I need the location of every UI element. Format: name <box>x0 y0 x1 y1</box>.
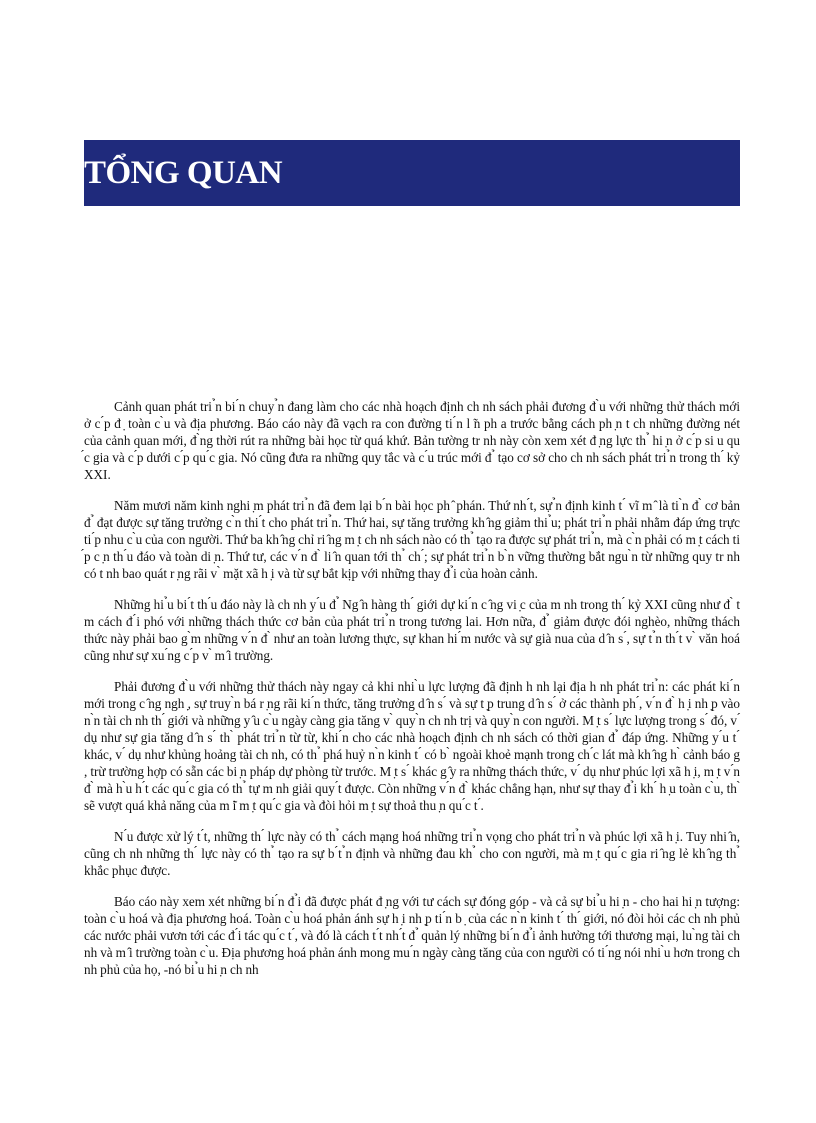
paragraph-2: Năm mươi năm kinh nghi ̣m phát tri ̉n đã đem lại b ́n bài học ph ̂ phán. Thứ nh ́t, sự ̉n định kinh t ́ vĩ m ̂ là ti ̀n đ ̀ cơ bản đ ̉ đạt được sự tăng trưởng c ̀n thi ́t cho phát tri ̉n. Thứ hai, sự tăng trưởng kh ̂ng giảm thi ̉u; phát tri ̉n phải nhằm đáp ứng trực ti ́p nhu c ̀u của con người. Thứ ba kh ̂ng chỉ ri ̂ng m ̣t ch nh sách nào có th ̉ tạo ra được sự phát tri ̉n, mà c ̀n phải có m ̣t cách ti ́p c ̣n th ́u đáo và toàn di ̣n. Thứ tư, các v ́n đ ̀ li ̂n quan tới th ̉ ch ́; sự phát tri ̉n b ̀n vững thường bắt ngu ̀n từ những quy tr nh có t nh bao quát r ̣ng rãi v ̀ mặt xã h ̣i và từ sự bắt kịp với những thay đ ̉i của hoàn cảnh. <box>84 498 740 581</box>
body-text <box>84 398 740 992</box>
paragraph-4: Phải đương đ ̀u với những thử thách này ngay cả khi nhi ̀u lực lượng đã định h nh lại địa h nh phát tri ̉n: các phát ki ́n mới trong c ̂ng ngh ̣, sự truy ̀n bá r ̣ng rãi ki ́n thức, tăng trưởng d ̂n s ́ và sự t ̣p trung d ̂n s ́ ở các thành ph ́, v ́n đ ̀ h ̣i nh ̣p vào n ̀n tài ch nh th ́ giới và những y ̂u c ̀u ngày càng gia tăng v ̀ quy ̀n ch nh trị và quy ̀n con người. M ̣t s ́ lực lượng trong s ́ đó, v ́ dụ như sự gia tăng d ̂n s ́ th ̀ phát tri ̉n từ từ, khi ́n cho các nhà hoạch định ch nh sách có thời gian đ ̉ đáp ứng. Những y ́u t ́ khác, v ́ dụ như khủng hoảng tài ch nh, có th ̉ phá huỷ n ̀n kinh t ́ có b ̀ ngoài khoẻ mạnh trong ch ́c lát mà kh ̂ng h ̀ cảnh báo g , trừ trường hợp có sẵn các bi ̣n pháp dự phòng từ trước. M ̣t s ́ khác g ̂y ra những thách thức, v ́ dụ như phúc lợi xã h ̣i, m ̣t v ́n đ ̀ mà h ̀u h ́t các qu ́c gia có th ̉ tự m nh giải quy ́t được. Còn những v ́n đ ̀ khác chẳng hạn, như sự thay đ ̉i kh ́ h ̣u toàn c ̀u, th ̀ sẽ vượt quá khả năng của m ̃i m ̣t qu ́c gia và đòi hỏi m ̣t sự thoả thu ̣n qu ́c t ́. <box>84 679 740 813</box>
paragraph-3: Những hi ̉u bi ́t th ́u đáo này là ch nh y ́u đ ̉ Ng ̂n hàng th ́ giới dự ki ́n c ̂ng vi ̣c của m nh trong th ́ kỷ XXI cũng như đ ̀ t m cách đ ́i phó với những thách thức cơ bản của phát tri ̉n trong tương lai. Hơn nữa, đ ̉ giảm được đói nghèo, những thách thức này phải bao g ̀m những v ́n đ ̀ như an toàn lương thực, sự khan hi ́m nước và sự già nua của d ̂n s ́, sự t ̉n th ́t v ̀ văn hoá cũng như sự xu ́ng c ́p v ̀ m ̂i trường. <box>84 597 740 663</box>
paragraph-5: N ́u được xử lý t ́t, những th ́ lực này có th ̉ cách mạng hoá những tri ̉n vọng cho phát tri ̉n và phúc lợi xã h ̣i. Tuy nhi ̂n, cũng ch nh những th ́ lực này có th ̉ tạo ra sự b ́t ̉n định và những đau kh ̉ cho con người, mà m ̣t qu ́c gia ri ̂ng lẻ kh ̂ng th ̉ khắc phục được. <box>84 829 740 878</box>
title-banner <box>84 140 740 206</box>
paragraph-6: Báo cáo này xem xét những bi ́n đ ̉i đã được phát đ ̣ng với tư cách sự đóng góp - và cả sự bi ̉u hi ̣n - cho hai hi ̣n tượng: toàn c ̀u hoá và địa phương hoá. Toàn c ̀u hoá phản ánh sự h ̣i nh ̣p ti ́n b ̣ của các n ̀n kinh t ́ th ́ giới, nó đòi hỏi các ch nh phủ các nước phải vươn tới các đ ́i tác qu ́c t ́, và đó là cách t ́t nh ́t đ ̉ quản lý những bi ́n đ ̉i ảnh hưởng tới thương mại, lu ̀ng tài ch nh và m ̂i trường toàn c ̀u. Địa phương hoá phản ánh mong mu ́n ngày càng tăng của con người có ti ́ng nói nhi ̀u hơn trong ch nh phủ của họ, -nó bi ̉u hi ̣n ch nh <box>84 894 740 977</box>
page-title: TỔNG QUAN <box>84 155 283 191</box>
paragraph-1: Cảnh quan phát tri ̉n bi ́n chuy ̉n đang làm cho các nhà hoạch định ch nh sách phải đương đ ̀u với những thử thách mới ở c ́p đ ̣ toàn c ̀u và địa phương. Báo cáo này đã vạch ra con đường ti ́n l ̃n ph a trước bằng cách ph ̣n t ch những đường nét của cảnh quan mới, đ ̀ng thời rút ra những bài học từ quá khứ. Bản tường tr nh này còn xem xét đ ̣ng lực th ̉ hi ̣n ở c ́p si u qu ́c gia và c ́p dưới c ́p qu ́c gia. Nó cũng đưa ra những quy tắc và c ́u trúc mới đ ̉ tạo cơ sở cho ch nh sách phát tri ̉n trong th ́ kỷ XXI. <box>84 399 740 482</box>
